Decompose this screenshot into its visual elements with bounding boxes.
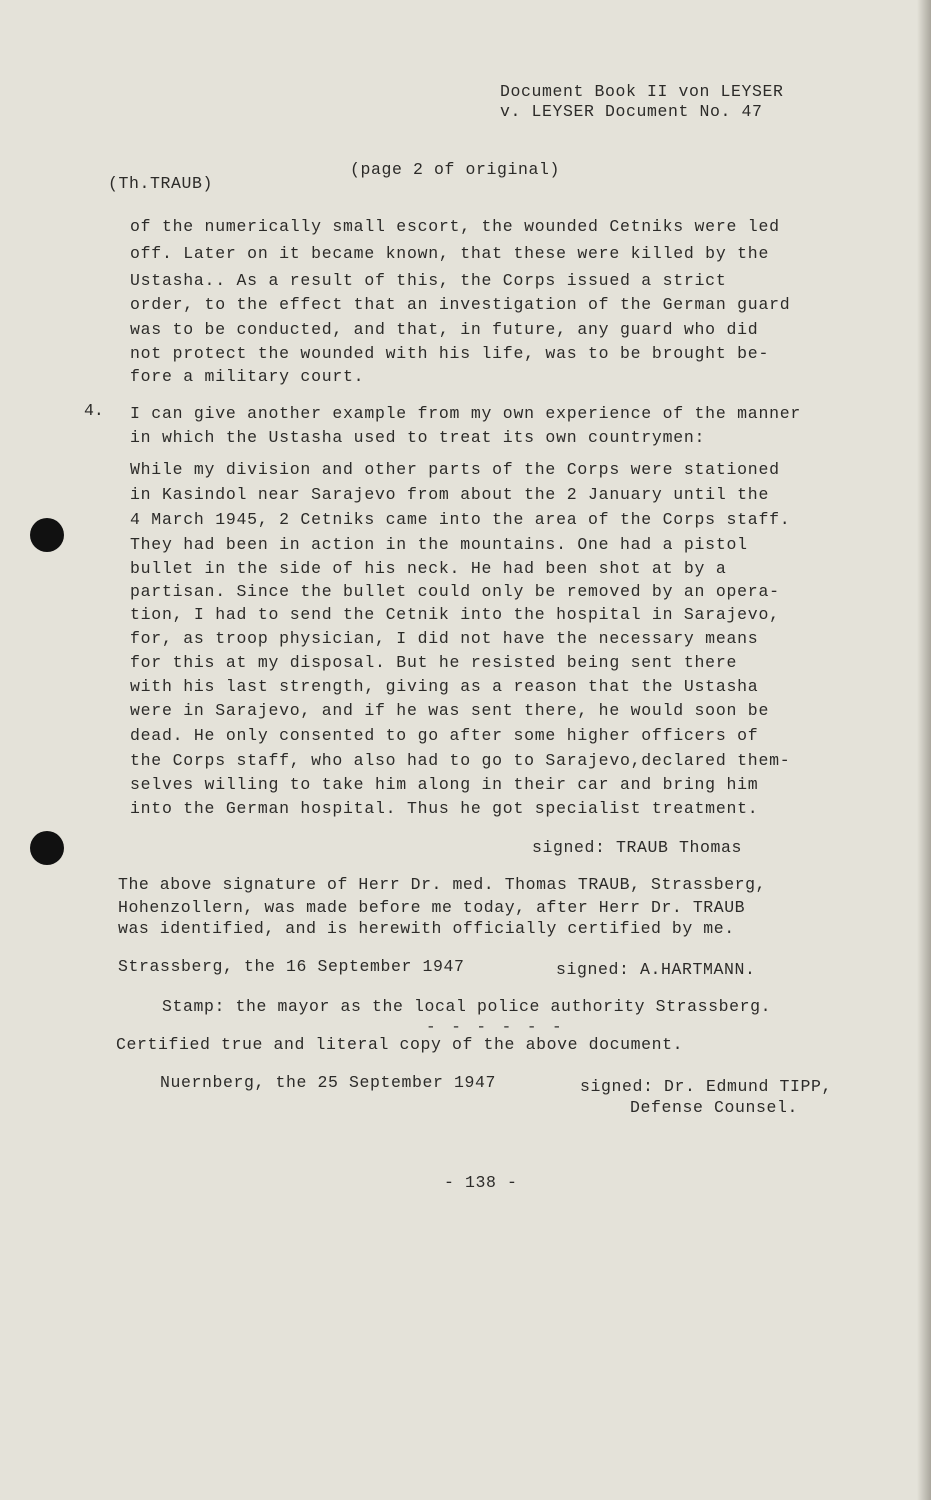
body-line: not protect the wounded with his life, was to be brought be- [130, 344, 770, 363]
body-line: bullet in the side of his neck. He had been shot at by a [130, 559, 727, 578]
body-line: partisan. Since the bullet could only be removed by an opera- [130, 582, 780, 601]
page-edge [917, 0, 931, 1500]
body-line: in which the Ustasha used to treat its own countrymen: [130, 428, 706, 447]
body-line: 4 March 1945, 2 Cetniks came into the area of the Corps staff. [130, 510, 791, 529]
body-line: in Kasindol near Sarajevo from about the 2 January until the [130, 485, 770, 504]
body-line: off. Later on it became known, that these were killed by the [130, 244, 770, 263]
paragraph-number: 4. [84, 401, 104, 420]
certification-line: Hohenzollern, was made before me today, after Herr Dr. TRAUB [118, 898, 746, 917]
author-tag: (Th.TRAUB) [108, 174, 214, 193]
body-line: of the numerically small escort, the wounded Cetniks were led [130, 217, 780, 236]
signature-traub: signed: TRAUB Thomas [532, 838, 743, 857]
punch-hole-icon [30, 831, 64, 865]
body-line: dead. He only consented to go after some higher officers of [130, 726, 759, 745]
body-line: were in Sarajevo, and if he was sent there, he would soon be [130, 701, 770, 720]
body-line: with his last strength, giving as a reason that the Ustasha [130, 677, 759, 696]
separator-dashes: - - - - - - [426, 1018, 565, 1036]
certified-copy-note: Certified true and literal copy of the above document. [116, 1035, 684, 1054]
punch-hole-icon [30, 518, 64, 552]
body-line: They had been in action in the mountains. One had a pistol [130, 535, 748, 554]
header-document-book: Document Book II von LEYSER [500, 82, 784, 101]
body-line: was to be conducted, and that, in future, any guard who did [130, 320, 759, 339]
body-line: tion, I had to send the Cetnik into the hospital in Sarajevo, [130, 605, 780, 624]
body-line: for, as troop physician, I did not have the necessary means [130, 629, 759, 648]
tipp-title: Defense Counsel. [630, 1098, 799, 1117]
page-note: (page 2 of original) [350, 160, 561, 179]
body-line: I can give another example from my own experience of the manner [130, 404, 802, 423]
stamp-note: Stamp: the mayor as the local police authority Strassberg. [162, 997, 772, 1016]
body-line: order, to the effect that an investigation of the German guard [130, 295, 791, 314]
body-line: Ustasha.. As a result of this, the Corps issued a strict [130, 271, 727, 290]
certification-line: The above signature of Herr Dr. med. Thomas TRAUB, Strassberg, [118, 875, 766, 894]
body-line: selves willing to take him along in their car and bring him [130, 775, 759, 794]
body-line: fore a military court. [130, 367, 365, 386]
page-number: - 138 - [444, 1173, 518, 1192]
body-line: into the German hospital. Thus he got specialist treatment. [130, 799, 759, 818]
nuernberg-date: Nuernberg, the 25 September 1947 [160, 1073, 497, 1092]
signature-hartmann: signed: A.HARTMANN. [556, 960, 756, 979]
body-line: the Corps staff, who also had to go to Sarajevo,declared them- [130, 751, 791, 770]
signature-tipp: signed: Dr. Edmund TIPP, [580, 1077, 833, 1096]
body-line: for this at my disposal. But he resisted being sent there [130, 653, 738, 672]
strassberg-date: Strassberg, the 16 September 1947 [118, 957, 465, 976]
header-document-number: v. LEYSER Document No. 47 [500, 102, 763, 121]
certification-line: was identified, and is herewith officially certified by me. [118, 919, 735, 938]
body-line: While my division and other parts of the Corps were stationed [130, 460, 780, 479]
